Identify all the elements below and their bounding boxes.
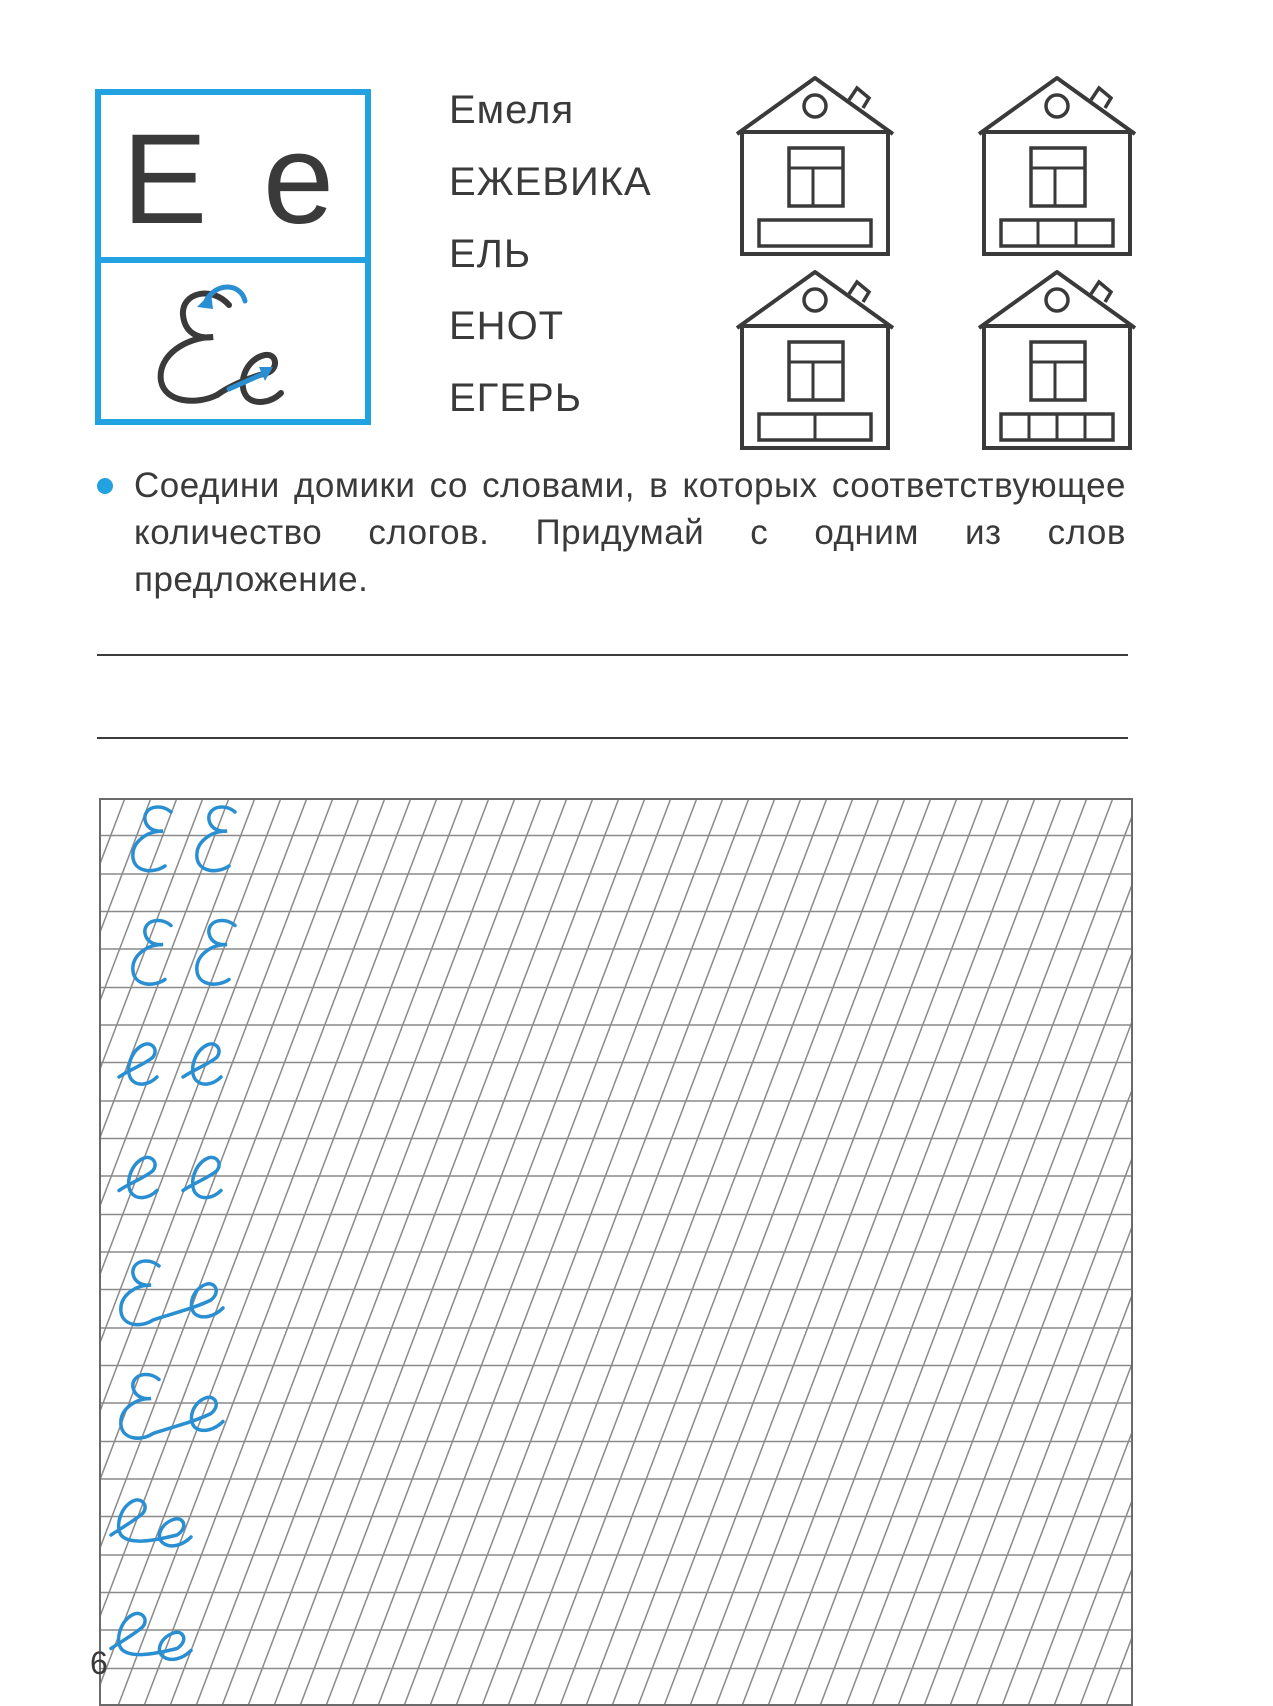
letter-card [95, 89, 371, 425]
cursive-sample-glyph [133, 920, 171, 984]
cursive-sample-glyph [119, 1157, 157, 1197]
copybook-grid[interactable] [99, 798, 1133, 1706]
cursive-sample-glyph [197, 807, 235, 871]
house-4[interactable] [979, 272, 1135, 448]
cursive-sample-glyph [197, 920, 235, 984]
cursive-sample-glyph [119, 1044, 157, 1084]
house-1[interactable] [737, 78, 893, 254]
word-enot: ЕНОТ [449, 304, 565, 348]
word-eger: ЕГЕРЬ [449, 376, 582, 420]
page-number: 6 [90, 1645, 108, 1681]
task-instruction: Соедини домики со словами, в которых соответствующее количество слогов. Придумай с одним из слов предложение. [134, 466, 1126, 599]
house-2[interactable] [979, 78, 1135, 254]
cursive-sample-glyph [111, 1500, 191, 1546]
word-emelya: Емеля [449, 88, 575, 132]
answer-line-2[interactable] [97, 737, 1128, 739]
task-bullet-icon [97, 478, 113, 494]
print-letters: Е е [121, 108, 345, 251]
answer-line-1[interactable] [97, 654, 1128, 656]
cursive-sample-glyph [133, 807, 171, 871]
word-el: ЕЛЬ [449, 232, 532, 276]
cursive-e-icon [101, 263, 365, 419]
cursive-sample-glyph [183, 1044, 221, 1084]
houses-group [735, 74, 1145, 458]
word-ezhevika: ЕЖЕВИКА [449, 160, 652, 204]
print-letter-cell [101, 95, 365, 263]
house-3[interactable] [737, 272, 893, 448]
cursive-letter-cell [101, 263, 365, 419]
